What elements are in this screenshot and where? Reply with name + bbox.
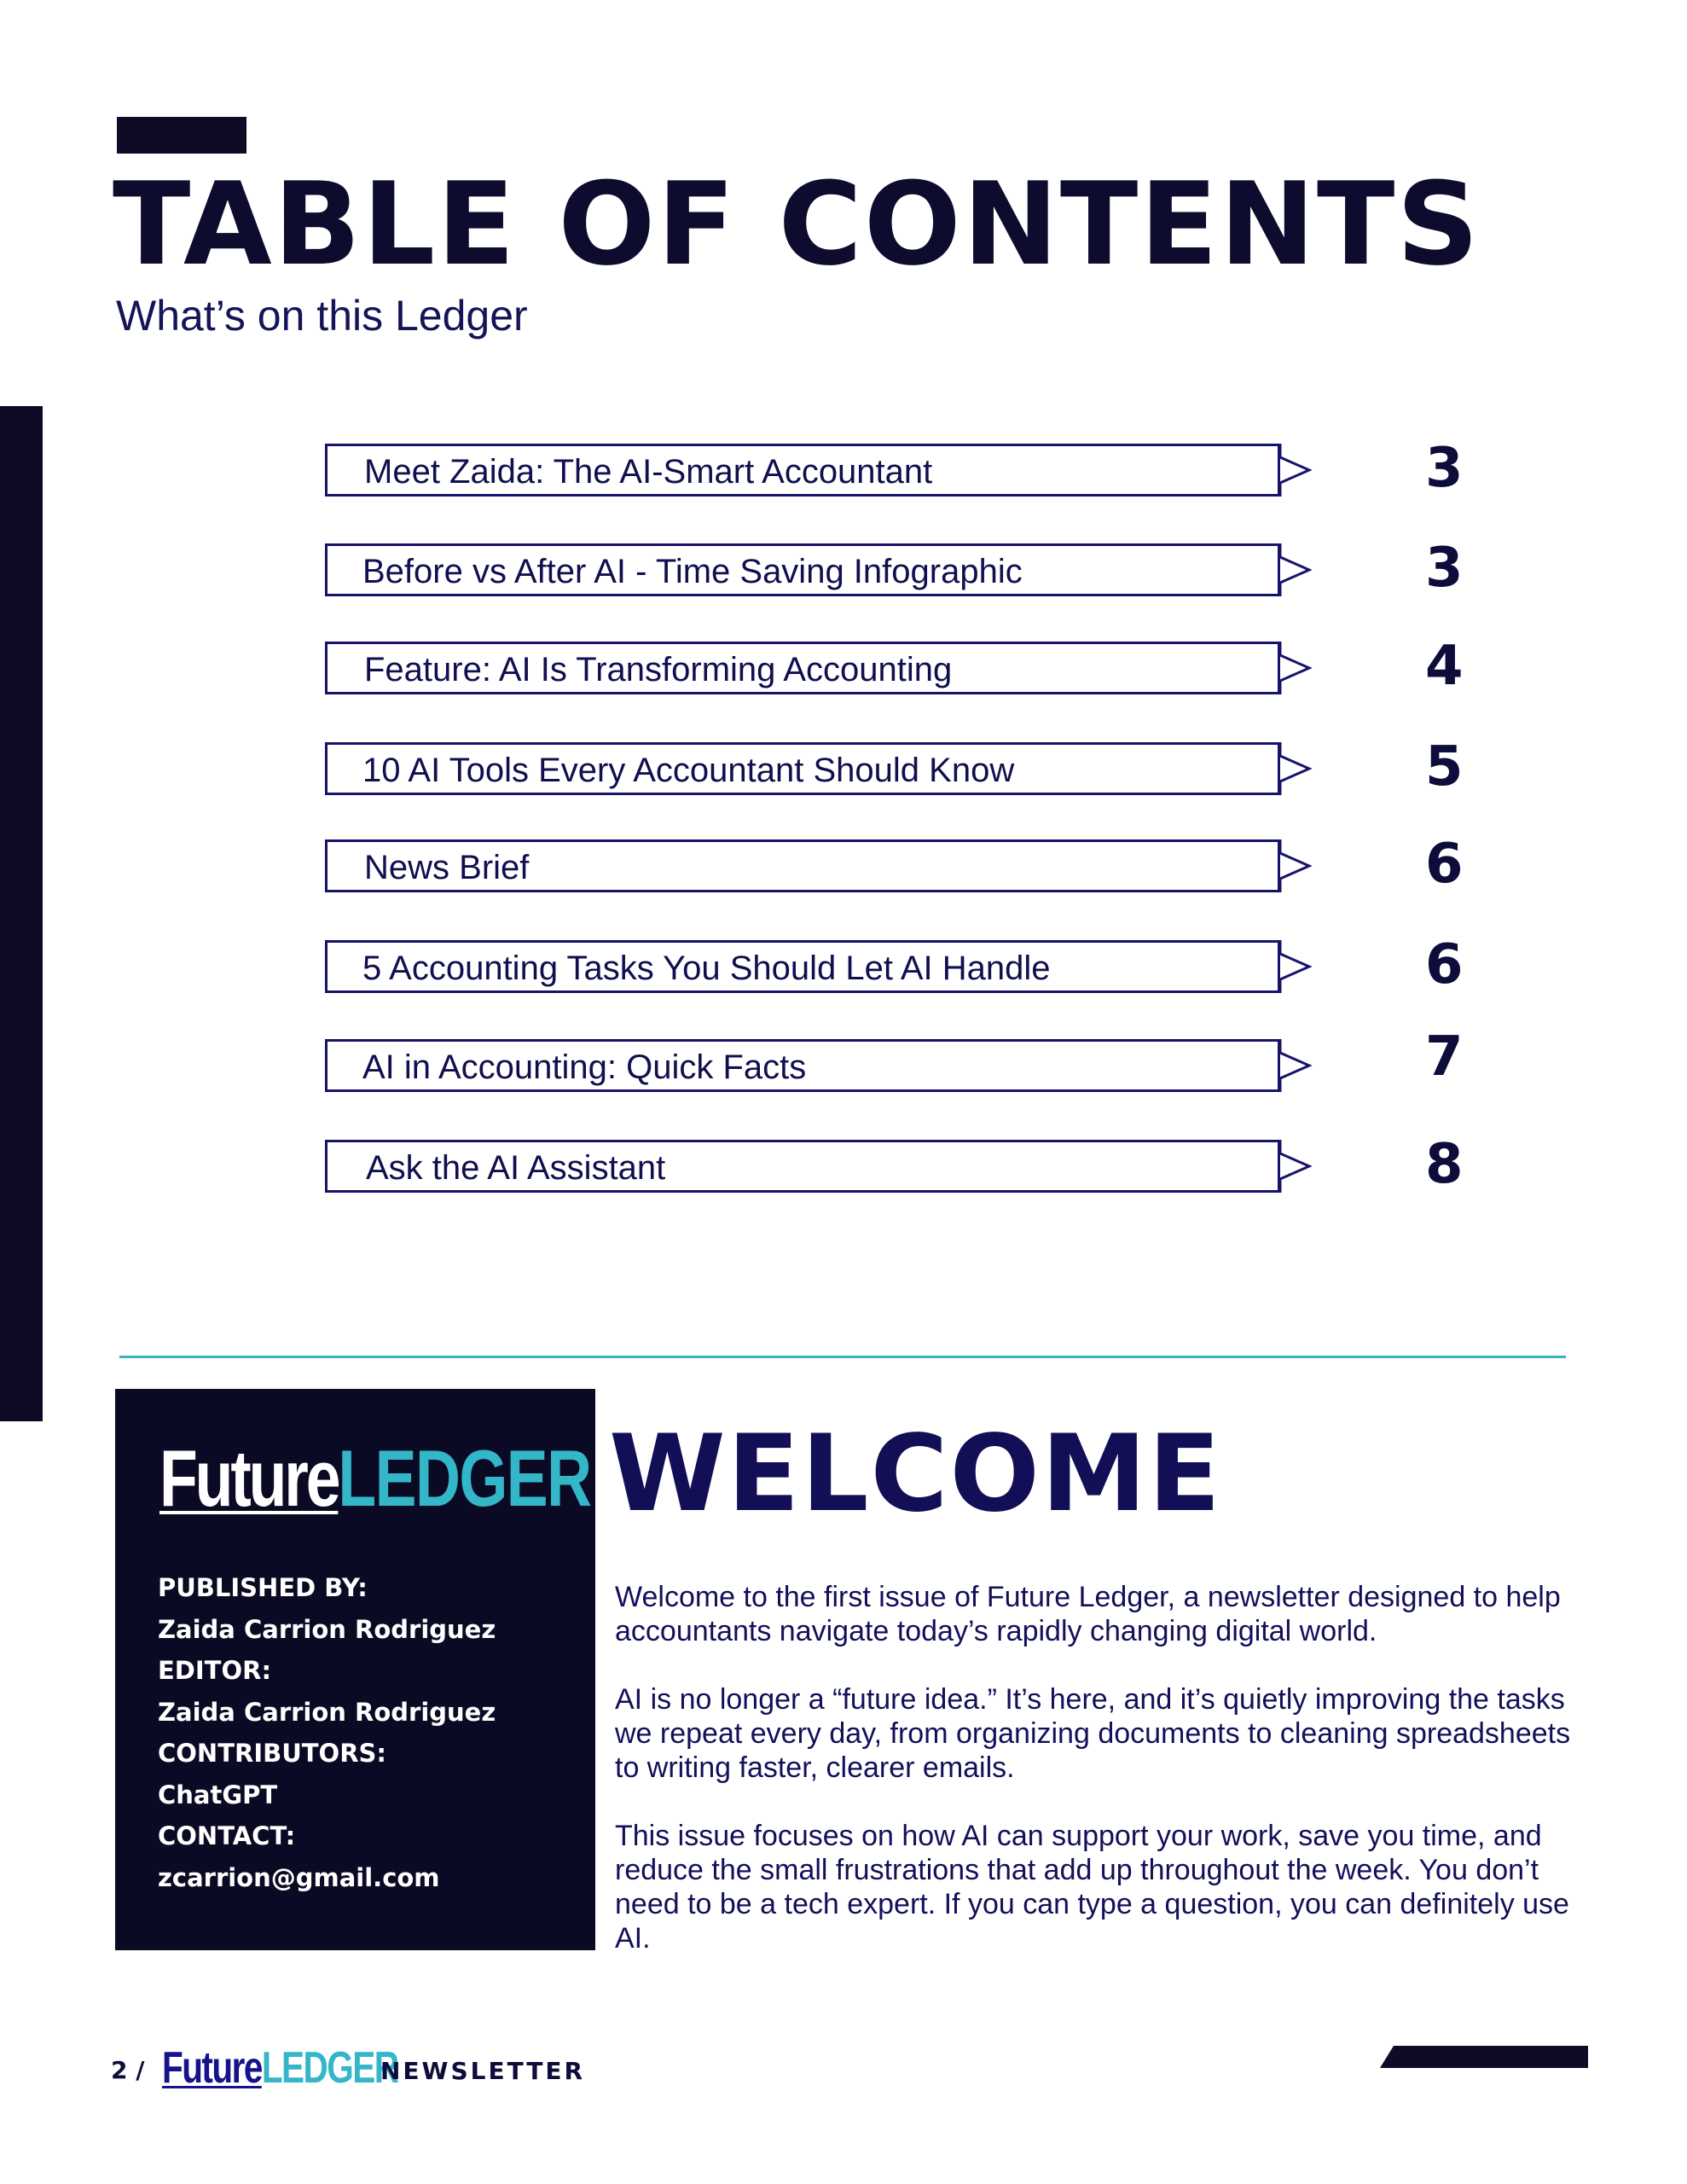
toc-item[interactable] xyxy=(325,635,1493,698)
toc-item-label: Before vs After AI - Time Saving Infographic xyxy=(362,553,1023,590)
toc-item[interactable] xyxy=(325,833,1493,896)
arrow-right-icon xyxy=(1278,937,1313,996)
editor-label: EDITOR: xyxy=(158,1656,272,1685)
toc-item-page-number: 6 xyxy=(1425,833,1464,896)
arrow-right-icon xyxy=(1278,440,1313,500)
footer-newsletter-label: NEWSLETTER xyxy=(380,2057,586,2085)
section-divider xyxy=(119,1356,1566,1358)
toc-item-page-number: 3 xyxy=(1425,437,1464,500)
toc-item[interactable] xyxy=(325,1133,1493,1196)
arrow-right-icon xyxy=(1278,638,1313,698)
toc-item-page-number: 8 xyxy=(1425,1133,1464,1196)
contact-email[interactable]: zcarrion@gmail.com xyxy=(158,1862,440,1892)
welcome-paragraph: AI is no longer a “future idea.” It’s here, and it’s quietly improving the tasks we repeat every day, from organizing documents to cleaning spreadsheets to writing faster, clearer emails. xyxy=(615,1683,1571,1784)
toc-item-page-number: 5 xyxy=(1425,735,1464,799)
published-by-label: PUBLISHED BY: xyxy=(158,1573,368,1602)
toc-item-page-number: 7 xyxy=(1425,1025,1464,1089)
page-number: 2 / xyxy=(111,2056,145,2084)
toc-item-label: 5 Accounting Tasks You Should Let AI Handle xyxy=(362,950,1051,987)
published-by-name: Zaida Carrion Rodriguez xyxy=(158,1614,496,1644)
contributors-label: CONTRIBUTORS: xyxy=(158,1739,387,1768)
toc-item-page-number: 3 xyxy=(1425,537,1464,600)
footer-logo: FutureLEDGER xyxy=(162,2043,398,2093)
masthead-credits xyxy=(158,1567,496,1898)
arrow-right-icon xyxy=(1278,540,1313,600)
arrow-right-icon xyxy=(1278,1036,1313,1095)
editor-name: Zaida Carrion Rodriguez xyxy=(158,1697,496,1727)
header-accent-bar xyxy=(117,117,246,154)
welcome-paragraph: This issue focuses on how AI can support your work, save you time, and reduce the small frustrations that add up throughout the week. You don’t need to be a tech expert. If you can type a question, you can definitely use AI. xyxy=(615,1820,1569,1955)
page-subtitle: What’s on this Ledger xyxy=(116,292,528,340)
table-of-contents xyxy=(325,437,1493,1211)
welcome-paragraph: Welcome to the first issue of Future Ledger, a newsletter designed to help accountants navigate today’s rapidly changing digital world. xyxy=(615,1581,1561,1647)
toc-item-label: News Brief xyxy=(364,849,530,886)
toc-item[interactable] xyxy=(325,933,1493,996)
arrow-right-icon xyxy=(1278,739,1313,799)
arrow-right-icon xyxy=(1278,1136,1313,1196)
toc-item-label: Feature: AI Is Transforming Accounting xyxy=(364,651,953,688)
toc-item-label: 10 AI Tools Every Accountant Should Know xyxy=(362,752,1015,789)
future-ledger-logo: FutureLEDGER xyxy=(159,1433,591,1523)
toc-item[interactable] xyxy=(325,1025,1493,1095)
page-title: TABLE OF CONTENTS xyxy=(113,158,1481,291)
side-accent-bar xyxy=(0,406,43,1421)
toc-item-label: Ask the AI Assistant xyxy=(366,1149,666,1187)
arrow-right-icon xyxy=(1278,836,1313,896)
toc-item[interactable] xyxy=(325,437,1493,500)
contributors-name: ChatGPT xyxy=(158,1780,278,1809)
welcome-heading: WELCOME xyxy=(609,1413,1223,1536)
toc-item-label: Meet Zaida: The AI-Smart Accountant xyxy=(364,453,933,491)
contact-label: CONTACT: xyxy=(158,1821,296,1850)
toc-item-label: AI in Accounting: Quick Facts xyxy=(362,1048,807,1086)
toc-item[interactable] xyxy=(325,537,1493,600)
welcome-body xyxy=(615,1580,1579,1989)
footer-accent-bar xyxy=(1380,2046,1588,2068)
masthead-panel xyxy=(115,1389,595,1950)
toc-item-page-number: 6 xyxy=(1425,933,1464,996)
toc-item[interactable] xyxy=(325,735,1493,799)
toc-item-page-number: 4 xyxy=(1425,635,1464,698)
